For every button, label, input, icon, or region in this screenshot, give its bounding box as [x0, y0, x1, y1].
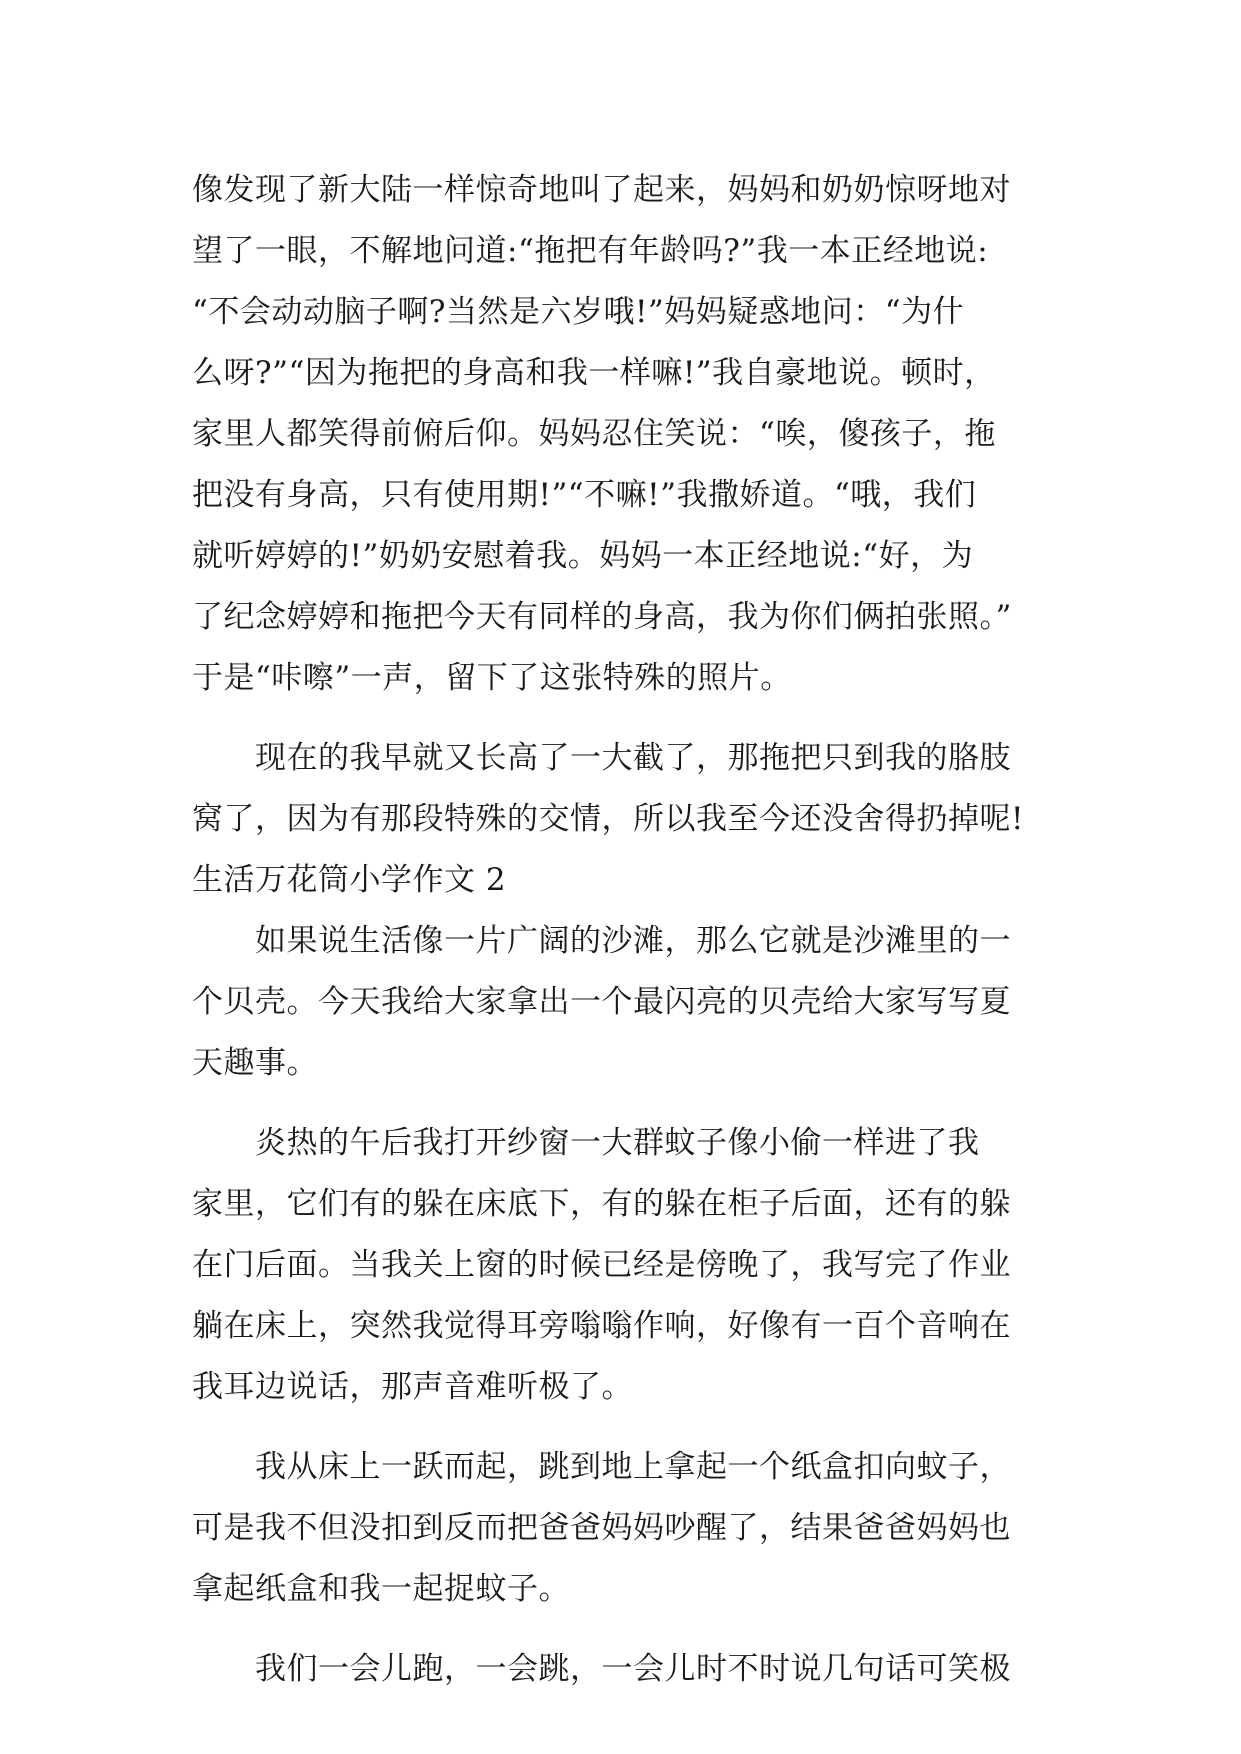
essay-text	[192, 160, 1062, 1700]
text-line: 可是我不但没扣到反而把爸爸妈妈吵醒了，结果爸爸妈妈也	[192, 1510, 1011, 1546]
text-line: 如果说生活像一片广阔的沙滩，那么它就是沙滩里的一	[192, 923, 1011, 959]
text-line: 把没有身高，只有使用期!”“不嘛!”我撒娇道。“哦，我们	[192, 477, 977, 513]
text-line: 家里，它们有的躲在床底下，有的躲在柜子后面，还有的躲	[192, 1186, 1011, 1222]
text-line: 天趣事。	[192, 1045, 318, 1081]
text-line: 现在的我早就又长高了一大截了，那拖把只到我的胳肢	[192, 740, 1011, 776]
text-line: 我耳边说话，那声音难听极了。	[192, 1369, 633, 1405]
paragraph-gap	[192, 1620, 1062, 1639]
text-line: 于是“咔嚓”一声，留下了这张特殊的照片。	[192, 660, 792, 696]
paragraph-gap	[192, 709, 1062, 728]
text-line: 就听婷婷的!”奶奶安慰着我。妈妈一本正经地说:“好，为	[192, 538, 974, 574]
text-line: 窝了，因为有那段特殊的交情，所以我至今还没舍得扔掉呢!	[192, 801, 1024, 837]
section-heading: 生活万花筒小学作文 2	[192, 862, 507, 898]
text-line: 炎热的午后我打开纱窗一大群蚊子像小偷一样进了我	[192, 1125, 980, 1161]
text-line: 家里人都笑得前俯后仰。妈妈忍住笑说：“唉，傻孩子，拖	[192, 416, 996, 452]
text-line: “不会动动脑子啊?当然是六岁哦!”妈妈疑惑地问：“为什	[192, 294, 965, 330]
text-line: 个贝壳。今天我给大家拿出一个最闪亮的贝壳给大家写写夏	[192, 984, 1011, 1020]
text-line: 么呀?”“因为拖把的身高和我一样嘛!”我自豪地说。顿时，	[192, 355, 996, 391]
text-line: 我从床上一跃而起，跳到地上拿起一个纸盒扣向蚊子，	[192, 1449, 1011, 1485]
text-line: 像发现了新大陆一样惊奇地叫了起来，妈妈和奶奶惊呀地对	[192, 172, 1011, 208]
paragraph-gap	[192, 1094, 1062, 1113]
paragraph-gap	[192, 1418, 1062, 1437]
text-line: 我们一会儿跑，一会跳，一会儿时不时说几句话可笑极	[192, 1651, 1011, 1687]
text-line: 望了一眼，不解地问道:“拖把有年龄吗?”我一本正经地说:	[192, 233, 989, 269]
text-line: 了纪念婷婷和拖把今天有同样的身高，我为你们俩拍张照。”	[192, 599, 1012, 635]
text-line: 躺在床上，突然我觉得耳旁嗡嗡作响，好像有一百个音响在	[192, 1308, 1011, 1344]
text-line: 拿起纸盒和我一起捉蚊子。	[192, 1571, 570, 1607]
text-line: 在门后面。当我关上窗的时候已经是傍晚了，我写完了作业	[192, 1247, 1011, 1283]
